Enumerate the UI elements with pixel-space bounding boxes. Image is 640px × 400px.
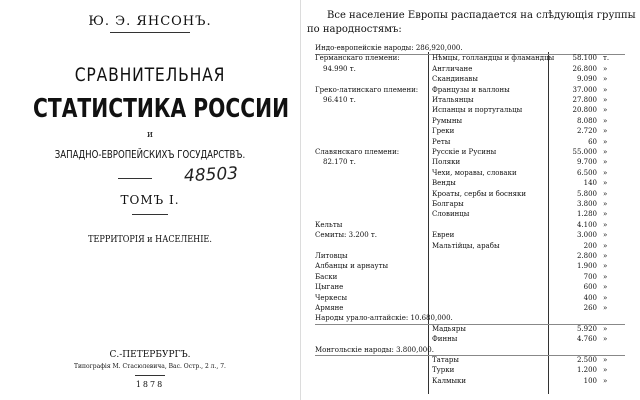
table-row <box>305 273 635 282</box>
group-label: 94.990 т. <box>323 64 356 73</box>
title-line-1: СРАВНИТЕЛЬНАЯ <box>74 64 226 86</box>
table-row <box>305 127 635 136</box>
group-label: 96.410 т. <box>323 96 356 104</box>
unit-label: » <box>603 148 608 156</box>
table-row <box>305 44 635 53</box>
table-row <box>305 75 635 84</box>
nation-label: Мадьяры <box>432 324 466 333</box>
table-row <box>305 221 635 230</box>
page-gutter <box>300 0 301 400</box>
group-label: Славянскаго племени: <box>315 148 400 156</box>
table-row <box>305 65 635 74</box>
group-label: Монгольскіе народы: 3.800,000. <box>315 345 434 354</box>
population-value: 2.720 <box>576 127 597 136</box>
population-value: 27.800 <box>572 96 597 104</box>
nation-label: Реты <box>432 137 451 146</box>
table-row <box>305 96 635 105</box>
author-rule <box>110 32 190 33</box>
unit-label: » <box>603 293 608 302</box>
subtitle-rule <box>132 214 168 215</box>
nation-label: Итальянцы <box>432 96 474 104</box>
nation-label: Англичане <box>432 64 473 73</box>
unit-label: » <box>603 179 608 188</box>
group-label: Семиты: 3.200 т. <box>315 231 377 240</box>
subtitle: ТЕРРИТОРІЯ и НАСЕЛЕНІЕ. <box>88 235 212 245</box>
nation-label: Греки <box>432 127 455 136</box>
group-label: Литовцы <box>315 252 348 260</box>
population-value: 1.900 <box>576 262 597 271</box>
unit-label: » <box>603 241 608 250</box>
population-value: 200 <box>583 241 597 250</box>
volume-label: ТОМЪ I. <box>120 193 180 207</box>
table-row <box>305 252 635 261</box>
unit-label: » <box>603 366 608 375</box>
nation-label: Французы и валлоны <box>432 85 510 94</box>
group-label: Албанцы и арнауты <box>315 262 389 271</box>
table-row <box>305 210 635 219</box>
publication-year: 1878 <box>135 380 165 389</box>
nation-label: Поляки <box>432 158 461 167</box>
unit-label: » <box>603 210 608 219</box>
population-value: 2.800 <box>576 252 597 260</box>
table-row <box>305 138 635 147</box>
unit-label: » <box>603 304 608 312</box>
table-row <box>305 283 635 292</box>
handwritten-number: 48503 <box>183 163 239 187</box>
population-value: 5.920 <box>576 324 597 333</box>
group-label: Черкесы <box>315 293 348 302</box>
title-line-2: СТАТИСТИКА РОССИИ <box>33 94 290 124</box>
nation-label: Венды <box>432 179 456 188</box>
table-row <box>305 231 635 240</box>
table-row <box>305 106 635 115</box>
unit-label: » <box>603 376 608 385</box>
table-row <box>305 304 635 313</box>
nation-label: Евреи <box>432 231 455 240</box>
group-label: Греко-латинскаго племени: <box>315 85 419 94</box>
population-value: 4.100 <box>576 220 597 229</box>
population-page <box>305 0 640 400</box>
unit-label: » <box>603 335 608 344</box>
unit-label: » <box>603 137 608 146</box>
table-row <box>305 200 635 209</box>
group-label: Баски <box>315 272 338 281</box>
population-value: 140 <box>583 179 597 188</box>
population-value: 2.500 <box>576 356 597 364</box>
unit-label: » <box>603 356 608 364</box>
population-value: 55.000 <box>572 148 597 156</box>
nation-label: Скандинавы <box>432 75 478 84</box>
population-value: 700 <box>583 272 597 281</box>
table-row <box>305 314 635 323</box>
population-value: 26.800 <box>572 64 597 73</box>
unit-label: » <box>603 96 608 104</box>
population-value: 1.200 <box>576 366 597 375</box>
unit-label: » <box>603 116 608 125</box>
population-value: 100 <box>583 376 597 385</box>
nation-label: Татары <box>432 356 459 364</box>
group-label: Цыгане <box>315 283 344 292</box>
author-name: Ю. Э. ЯНСОНЪ. <box>88 14 212 29</box>
nation-label: Болгары <box>432 200 464 208</box>
nation-label: Словинцы <box>432 210 470 219</box>
population-value: 6.500 <box>576 168 597 177</box>
table-row <box>305 356 635 365</box>
population-value: 3.000 <box>576 231 597 240</box>
unit-label: » <box>603 252 608 260</box>
group-label: Германскаго племени: <box>315 54 400 63</box>
group-label: Индо-европейскіе народы: 286,920,000. <box>315 44 463 52</box>
nation-label: Кроаты, сербы и босняки <box>432 189 527 198</box>
population-value: 4.760 <box>576 335 597 344</box>
volume-rule <box>118 178 152 179</box>
unit-label: » <box>603 200 608 208</box>
nation-label: Нѣмцы, голландцы и фламандцы <box>432 54 555 63</box>
unit-label: » <box>603 262 608 271</box>
table-row <box>305 325 635 334</box>
nation-label: Мальтійцы, арабы <box>432 241 500 250</box>
publication-city: С.-ПЕТЕРБУРГЪ. <box>109 350 191 360</box>
table-row <box>305 366 635 375</box>
unit-label: т. <box>603 54 610 63</box>
intro-line-1: Все население Европы распадается на слѣдующія группы <box>327 10 636 21</box>
group-label: Армяне <box>315 304 344 312</box>
title-line-3: ЗАПАДНО-ЕВРОПЕЙСКИХЪ ГОСУДАРСТВЪ. <box>54 148 246 161</box>
table-row <box>305 86 635 95</box>
table-row <box>305 179 635 188</box>
table-row <box>305 148 635 157</box>
group-label: Кельты <box>315 220 343 229</box>
unit-label: » <box>603 272 608 281</box>
nation-label: Испанцы и португальцы <box>432 106 523 115</box>
table-row <box>305 158 635 167</box>
table-row <box>305 262 635 271</box>
population-value: 5.800 <box>576 189 597 198</box>
population-value: 60 <box>588 137 597 146</box>
table-row <box>305 335 635 344</box>
group-label: 82.170 т. <box>323 158 356 167</box>
unit-label: » <box>603 75 608 84</box>
nation-label: Финны <box>432 335 458 344</box>
title-conjunction: и <box>147 130 153 140</box>
population-value: 37.000 <box>572 85 597 94</box>
population-value: 400 <box>583 293 597 302</box>
table-row <box>305 294 635 303</box>
population-value: 58.100 <box>572 54 597 63</box>
unit-label: » <box>603 168 608 177</box>
unit-label: » <box>603 127 608 136</box>
unit-label: » <box>603 231 608 240</box>
title-page <box>0 0 300 400</box>
nation-label: Чехи, моравы, словаки <box>432 168 517 177</box>
unit-label: » <box>603 283 608 292</box>
table-row <box>305 117 635 126</box>
population-value: 8.080 <box>576 116 597 125</box>
unit-label: » <box>603 106 608 115</box>
table-row <box>305 242 635 251</box>
table-row <box>305 169 635 178</box>
group-label: Народы урало-алтайскіе: 10.680,000. <box>315 314 453 323</box>
unit-label: » <box>603 189 608 198</box>
unit-label: » <box>603 85 608 94</box>
intro-line-2: по народностямъ: <box>307 24 402 35</box>
unit-label: » <box>603 220 608 229</box>
population-value: 1.280 <box>576 210 597 219</box>
population-value: 260 <box>583 304 597 312</box>
table-row <box>305 346 635 355</box>
unit-label: » <box>603 324 608 333</box>
population-value: 3.800 <box>576 200 597 208</box>
population-value: 600 <box>583 283 597 292</box>
population-value: 9.090 <box>576 75 597 84</box>
table-row <box>305 54 635 63</box>
year-rule <box>135 375 165 376</box>
nation-label: Румыны <box>432 116 463 125</box>
nation-label: Русскіе и Русины <box>432 148 497 156</box>
printer-line: Типографія М. Стасюлевича, Вас. Остр., 2 л., 7. <box>74 363 226 370</box>
unit-label: » <box>603 64 608 73</box>
table-row <box>305 377 635 386</box>
unit-label: » <box>603 158 608 167</box>
nation-label: Калмыки <box>432 376 467 385</box>
nation-label: Турки <box>432 366 455 375</box>
table-row <box>305 190 635 199</box>
population-value: 20.800 <box>572 106 597 115</box>
population-value: 9.700 <box>576 158 597 167</box>
